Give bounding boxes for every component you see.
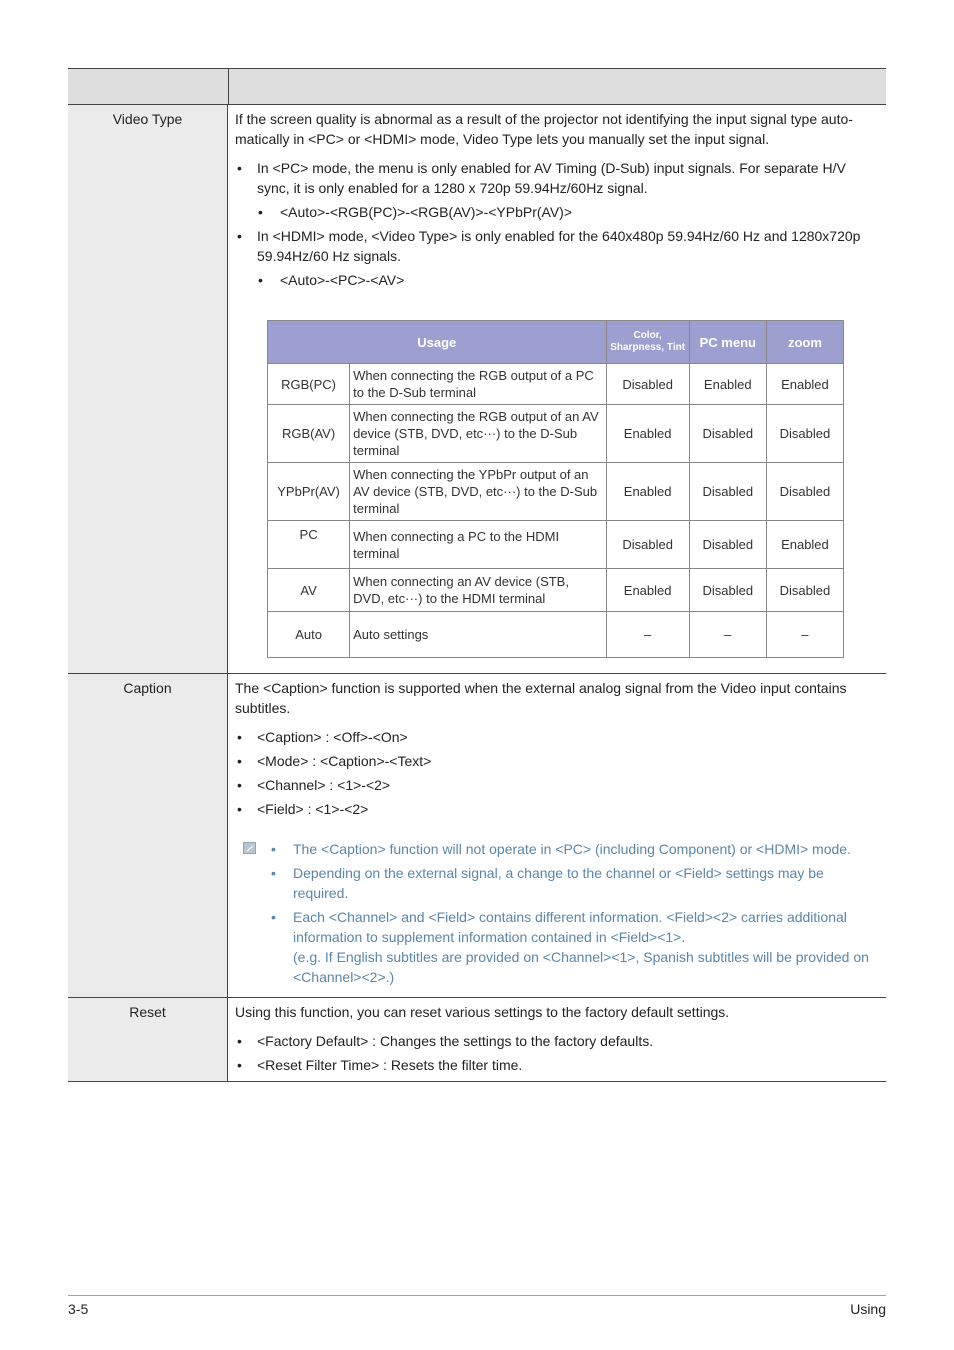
cell-zoom: Disabled xyxy=(766,405,843,463)
header-pc-menu: PC menu xyxy=(689,321,766,364)
cell-description: When connecting the YPbPr output of an AV device (STB, DVD, etc···) to the D-Sub terminal xyxy=(350,463,606,521)
cell-color: Enabled xyxy=(606,463,689,521)
cell-pc-menu: Disabled xyxy=(689,463,766,521)
note-text: Each <Channel> and <Field> contains different information. <Field><2> carries additional information to supplement information contained in <Field><1>. xyxy=(293,909,847,945)
note-item: • The <Caption> function will not operate in <PC> (including Component) or <HDMI> mode. xyxy=(235,839,879,859)
cell-zoom: – xyxy=(766,612,843,658)
list-item: • <Field> : <1>-<2> xyxy=(235,799,879,819)
cell-description: When connecting the RGB output of an AV device (STB, DVD, etc···) to the D-Sub terminal xyxy=(350,405,606,463)
header-cell-label xyxy=(68,69,229,104)
cell-description: When connecting an AV device (STB, DVD, etc···) to the HDMI terminal xyxy=(350,569,606,612)
header-color-sharpness-tint: Color, Sharpness, Tint xyxy=(606,321,689,364)
cell-zoom: Disabled xyxy=(766,569,843,612)
footer-rule xyxy=(68,1295,886,1296)
cell-pc-menu: Disabled xyxy=(689,569,766,612)
table-row xyxy=(268,612,844,658)
table-row xyxy=(268,521,844,569)
cell-pc-menu: Disabled xyxy=(689,405,766,463)
list-item: • In <PC> mode, the menu is only enabled for AV Timing (D-Sub) input signals. For separate H/V sync, it is only enabled for a 1280 x 720p 59.94Hz/60Hz signal. xyxy=(235,158,879,198)
cell-pc-menu: Enabled xyxy=(689,364,766,405)
cell-color: Enabled xyxy=(606,405,689,463)
cell-mode: Auto xyxy=(268,612,350,658)
cell-zoom: Enabled xyxy=(766,521,843,569)
header-usage: Usage xyxy=(268,321,607,364)
section-name: Using xyxy=(850,1301,886,1317)
table-row xyxy=(268,569,844,612)
paragraph: The <Caption> function is supported when the external analog signal from the Video input contains subtitles. xyxy=(235,680,847,716)
settings-table xyxy=(68,68,886,1082)
row-content xyxy=(228,998,886,1081)
note-item: • Depending on the external signal, a change to the channel or <Field> settings may be required. xyxy=(235,863,879,903)
table-row xyxy=(268,364,844,405)
cell-pc-menu: – xyxy=(689,612,766,658)
cell-color: Enabled xyxy=(606,569,689,612)
cell-zoom: Disabled xyxy=(766,463,843,521)
header-zoom: zoom xyxy=(766,321,843,364)
cell-description: Auto settings xyxy=(350,612,606,658)
cell-zoom: Enabled xyxy=(766,364,843,405)
list-item: • <Factory Default> : Changes the settings to the factory defaults. xyxy=(235,1031,879,1051)
row-content xyxy=(228,105,886,673)
cell-color: Disabled xyxy=(606,364,689,405)
usage-table-header xyxy=(268,321,844,364)
cell-color: Disabled xyxy=(606,521,689,569)
cell-mode: PC xyxy=(268,521,350,569)
list-item: • <Channel> : <1>-<2> xyxy=(235,775,879,795)
row-content xyxy=(228,674,886,997)
table-header xyxy=(68,69,886,105)
row-label: Reset xyxy=(68,998,228,1081)
list-item: • <Mode> : <Caption>-<Text> xyxy=(235,751,879,771)
row-video-type xyxy=(68,105,886,674)
table-row xyxy=(268,463,844,521)
cell-mode: RGB(PC) xyxy=(268,364,350,405)
row-caption xyxy=(68,674,886,998)
video-type-usage-table xyxy=(267,320,844,658)
row-label: Caption xyxy=(68,674,228,997)
row-label: Video Type xyxy=(68,105,228,673)
sub-list-item: • <Auto>-<RGB(PC)>-<RGB(AV)>-<YPbPr(AV)> xyxy=(235,202,879,222)
page-number: 3-5 xyxy=(68,1301,89,1317)
sub-list-item: • <Auto>-<PC>-<AV> xyxy=(235,270,879,290)
paragraph: Using this function, you can reset various settings to the factory default settings. xyxy=(235,1004,730,1020)
row-reset xyxy=(68,998,886,1082)
cell-color: – xyxy=(606,612,689,658)
cell-pc-menu: Disabled xyxy=(689,521,766,569)
note-item xyxy=(235,907,879,987)
note-box xyxy=(235,839,879,987)
note-example: (e.g. If English subtitles are provided on <Channel><1>, Spanish subtitles will be provided on <Channel><2>.) xyxy=(293,949,869,985)
paragraph: If the screen quality is abnormal as a result of the projector not identifying the input signal type auto-matically in <PC> or <HDMI> mode, Video Type lets you manually set the input signal. xyxy=(235,111,853,147)
cell-description: When connecting the RGB output of a PC to the D-Sub terminal xyxy=(350,364,606,405)
cell-description: When connecting a PC to the HDMI terminal xyxy=(350,521,606,569)
list-item: • <Reset Filter Time> : Resets the filter time. xyxy=(235,1055,879,1075)
cell-mode: AV xyxy=(268,569,350,612)
list-item: • <Caption> : <Off>-<On> xyxy=(235,727,879,747)
table-row xyxy=(268,405,844,463)
cell-mode: YPbPr(AV) xyxy=(268,463,350,521)
list-item: • In <HDMI> mode, <Video Type> is only enabled for the 640x480p 59.94Hz/60 Hz and 1280x720p 59.94Hz/60 Hz signals. xyxy=(235,226,879,266)
cell-mode: RGB(AV) xyxy=(268,405,350,463)
